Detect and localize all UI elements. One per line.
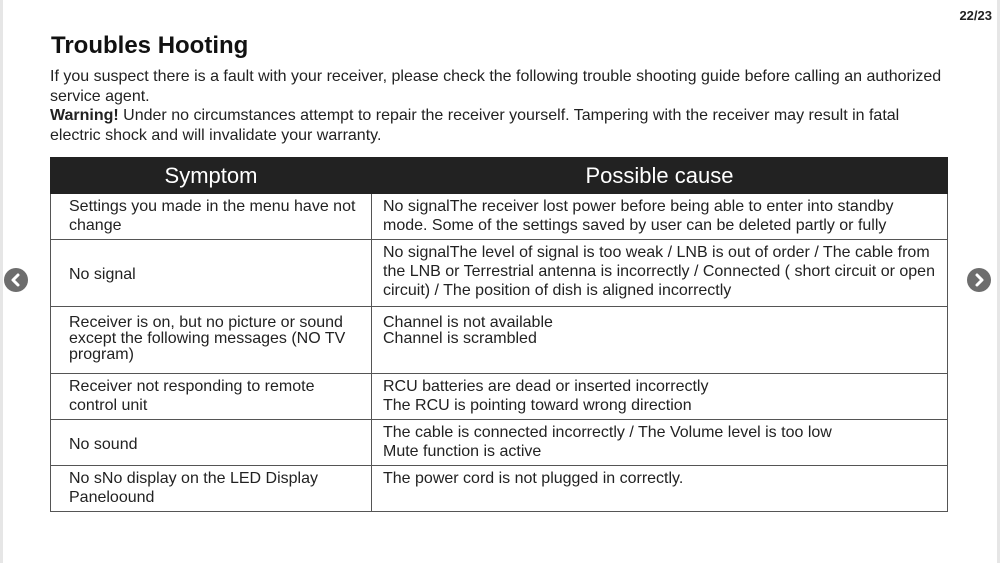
table-header-row (51, 158, 948, 194)
warning-label: Warning! (50, 107, 119, 124)
cause-cell (372, 307, 948, 374)
header-symptom: Symptom (51, 158, 372, 194)
symptom-cell: No sound (51, 420, 372, 466)
chevron-left-icon (4, 268, 28, 292)
intro-section (50, 67, 950, 145)
cause-line: The cable is connected incorrectly / The Volume level is too low (383, 424, 832, 441)
cause-cell (372, 420, 948, 466)
cause-line: Channel is scrambled (383, 330, 537, 347)
cause-cell (372, 194, 948, 240)
cause-line: Mute function is active (383, 443, 542, 460)
viewer-frame-left (0, 0, 3, 563)
warning-text: Under no circumstances attempt to repair the receiver yourself. Tampering with the receiver may result in fatal electric shock and will invalidate your warranty. (50, 107, 900, 144)
symptom-cell (51, 307, 372, 374)
cause-line: Channel is not available (383, 314, 553, 331)
cause-line: The power cord is not plugged in correctly. (383, 470, 684, 487)
table-row (51, 240, 948, 307)
header-possible-cause: Possible cause (372, 158, 948, 194)
symptom-cell: No signal (51, 240, 372, 307)
cause-cell (372, 374, 948, 420)
warning-paragraph (50, 106, 950, 145)
cause-line: RCU batteries are dead or inserted incorrectly (383, 378, 709, 395)
symptom-cell: No sNo display on the LED Display Paneloound (51, 466, 372, 512)
symptom-text: Receiver is on, but no picture or sound except the following messages (NO TV program) (69, 314, 346, 363)
cause-line: No signalThe level of signal is too weak / LNB is out of order / The cable from the LNB or Terrestrial antenna is incorrectly / Connected ( short circuit or open circuit) / The position of dish is aligned incorrectly (383, 244, 935, 299)
cause-line: No signalThe receiver lost power before being able to enter into standby mode. Some of the settings saved by user can be deleted partly or fully (383, 198, 894, 234)
symptom-cell: Receiver not responding to remote control unit (51, 374, 372, 420)
table-row (51, 194, 948, 240)
table-row (51, 307, 948, 374)
page-number: 22/23 (959, 8, 992, 23)
page-title: Troubles Hooting (51, 32, 249, 59)
previous-page-button[interactable] (4, 268, 28, 292)
table-row (51, 466, 948, 512)
table-row (51, 420, 948, 466)
cause-line: The RCU is pointing toward wrong direction (383, 397, 692, 414)
cause-cell (372, 466, 948, 512)
intro-text: If you suspect there is a fault with your receiver, please check the following trouble shooting guide before calling an authorized service agent. (50, 68, 942, 105)
next-page-button[interactable] (967, 268, 991, 292)
symptom-cell: Settings you made in the menu have not change (51, 194, 372, 240)
table-row (51, 374, 948, 420)
troubleshooting-table (50, 157, 948, 512)
cause-cell (372, 240, 948, 307)
chevron-right-icon (967, 268, 991, 292)
